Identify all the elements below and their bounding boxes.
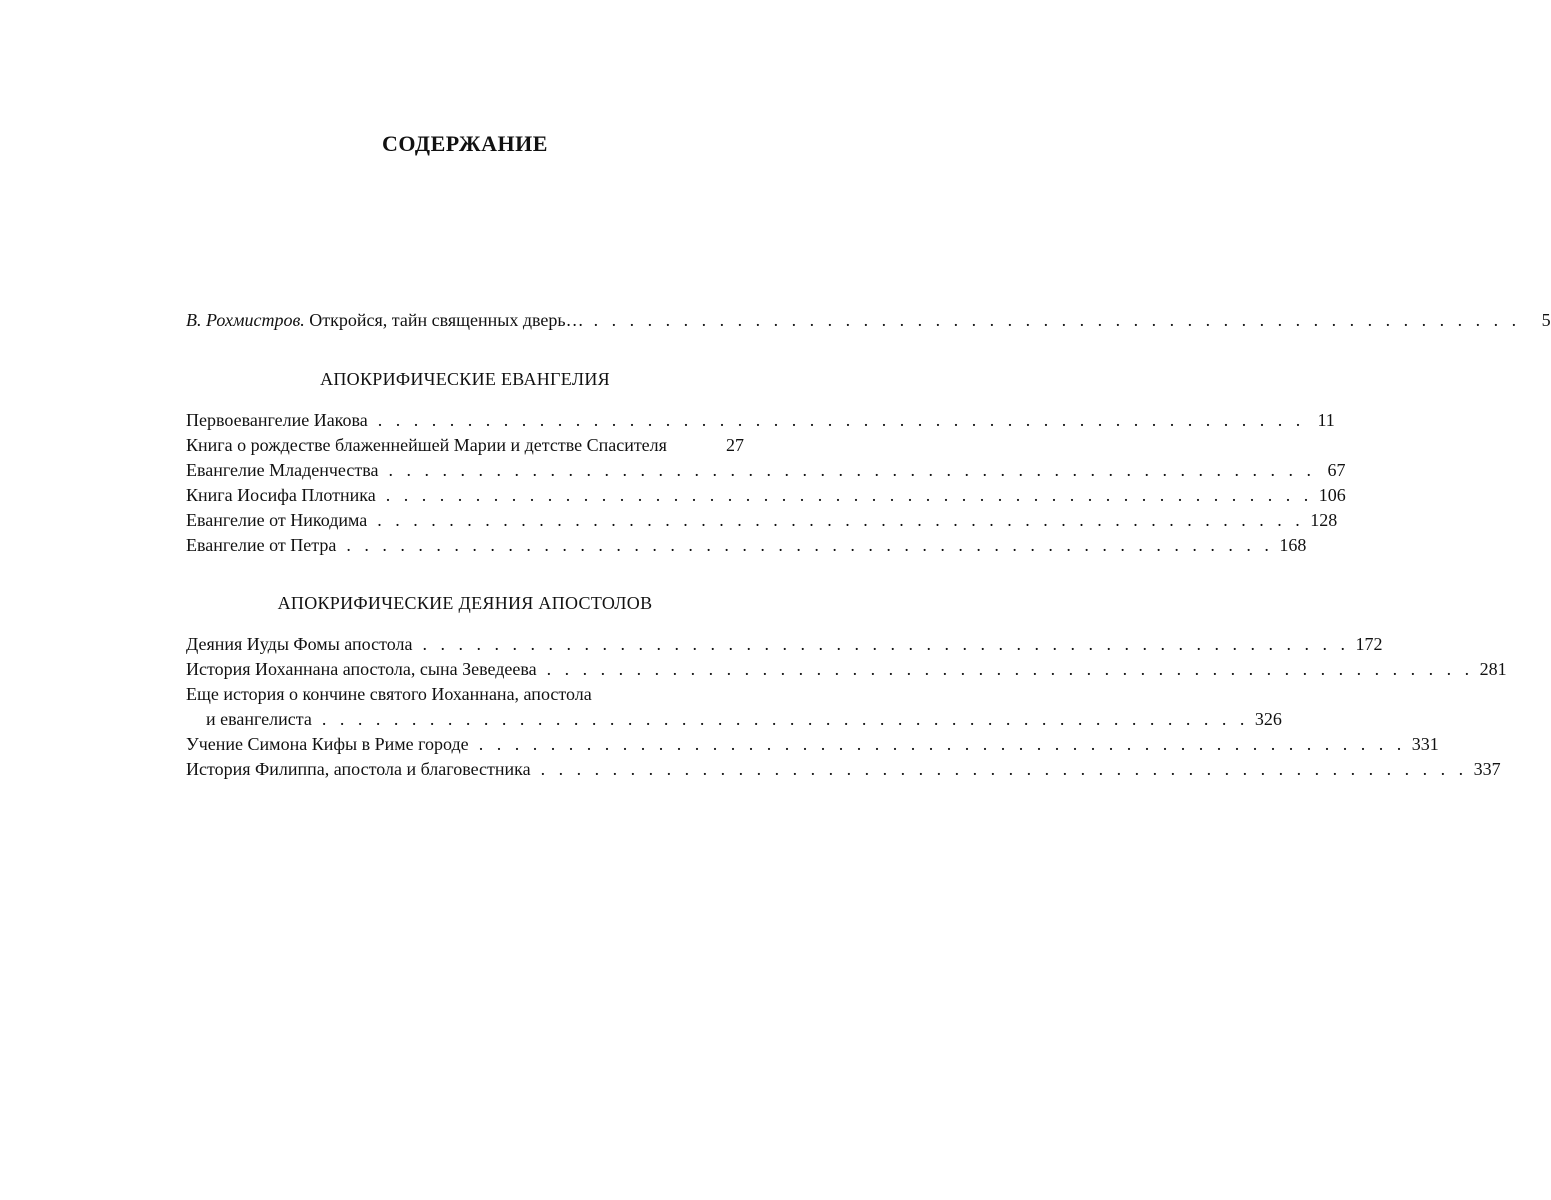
entry-author: В. Рохмистров. [186, 310, 305, 330]
toc-entry[interactable] [186, 632, 1383, 657]
toc-entry-intro[interactable] [186, 308, 1551, 333]
page-number: 27 [726, 435, 744, 455]
page-number: 11 [1317, 410, 1335, 430]
dot-leader: . . . . . . . . . . . . . . . . . . . . . . . . . . . . . . . . . . . . . . . . . . . . . . . . . . . . [422, 634, 1350, 654]
toc-entry[interactable] [186, 533, 1307, 558]
page-number: 67 [1327, 460, 1346, 480]
toc-entry[interactable] [186, 732, 1439, 757]
dot-leader: . . . . . . . . . . . . . . . . . . . . . . . . . . . . . . . . . . . . . . . . . . . . . . . . . . . . [388, 460, 1316, 480]
entry-label: Еще история о кончине святого Иоханнана, апостола [186, 684, 592, 704]
toc-entry[interactable] [186, 458, 1346, 483]
dot-leader: . . . . . . . . . . . . . . . . . . . . . . . . . . . . . . . . . . . . . . . . . . . . . . . . . . . . [377, 510, 1305, 530]
entry-label: История Иоханнана апостола, сына Зеведеева [186, 659, 537, 679]
entry-label: Евангелие от Никодима [186, 510, 368, 530]
dot-leader: . . . . . . . . . . . . . . . . . . . . . . . . . . . . . . . . . . . . . . . . . . . . . . . . . . . . [377, 410, 1305, 430]
entry-label: Первоевангелие Иакова [186, 410, 368, 430]
toc-entry[interactable] [186, 657, 1507, 682]
toc-entry-continuation[interactable] [186, 707, 1282, 732]
page-number: 331 [1411, 734, 1439, 754]
toc-entry[interactable] [186, 483, 1346, 508]
toc-entry[interactable] [186, 408, 1335, 433]
dot-leader: . . . . . . . . . . . . . . . . . . . . . . . . . . . . . . . . . . . . . . . . . . . . . . . . . . . . [546, 659, 1474, 679]
page-number: 5 [1541, 310, 1551, 330]
page-number: 106 [1318, 485, 1346, 505]
toc-section-acts [186, 632, 1507, 782]
page-number: 337 [1473, 759, 1501, 779]
section-heading-gospels: АПОКРИФИЧЕСКИЕ ЕВАНГЕЛИЯ [320, 369, 610, 389]
dot-leader: . . . . . . . . . . . . . . . . . . . . . . . . . . . . . . . . . . . . . . . . . . . . . . . . . . . . [478, 734, 1406, 754]
toc-entry[interactable] [186, 433, 744, 458]
toc-section-gospels [186, 408, 1346, 558]
entry-label: История Филиппа, апостола и благовестника [186, 759, 531, 779]
section-heading-acts: АПОКРИФИЧЕСКИЕ ДЕЯНИЯ АПОСТОЛОВ [277, 593, 653, 613]
dot-leader: . . . . . . . . . . . . . . . . . . . . . . . . . . . . . . . . . . . . . . . . . . . . . . . . . . . . [321, 709, 1249, 729]
entry-label: Деяния Иуды Фомы апостола [186, 634, 413, 654]
toc-intro [186, 308, 1551, 333]
entry-label: и евангелиста [206, 709, 312, 729]
page-number: 281 [1479, 659, 1507, 679]
entry-label: Евангелие от Петра [186, 535, 337, 555]
dot-leader: . . . . . . . . . . . . . . . . . . . . . . . . . . . . . . . . . . . . . . . . . . . . . . . . . . . . [540, 759, 1468, 779]
entry-label: Учение Симона Кифы в Риме городе [186, 734, 469, 754]
entry-label: Книга о рождестве блаженнейшей Марии и детстве Спасителя [186, 435, 667, 455]
entry-label: Евангелие Младенчества [186, 460, 379, 480]
toc-entry-first-line[interactable] [186, 682, 744, 707]
dot-leader: . . . . . . . . . . . . . . . . . . . . . . . . . . . . . . . . . . . . . . . . . . . . . . . . . . . . [346, 535, 1274, 555]
page-number: 326 [1254, 709, 1282, 729]
entry-title: Откройся, тайн священных дверь… [309, 310, 584, 330]
toc-entry[interactable] [186, 508, 1338, 533]
page-title: СОДЕРЖАНИЕ [382, 131, 548, 156]
entry-label: Книга Иосифа Плотника [186, 485, 376, 505]
dot-leader: . . . . . . . . . . . . . . . . . . . . . . . . . . . . . . . . . . . . . . . . . . . . . . . . . . . . [385, 485, 1313, 505]
entry-label [186, 308, 584, 333]
page-number: 168 [1279, 535, 1307, 555]
page-number: 172 [1355, 634, 1383, 654]
page-number: 128 [1310, 510, 1338, 530]
toc-entry[interactable] [186, 757, 1501, 782]
dot-leader: . . . . . . . . . . . . . . . . . . . . . . . . . . . . . . . . . . . . . . . . . . . . . . . . . . . . [593, 310, 1521, 330]
